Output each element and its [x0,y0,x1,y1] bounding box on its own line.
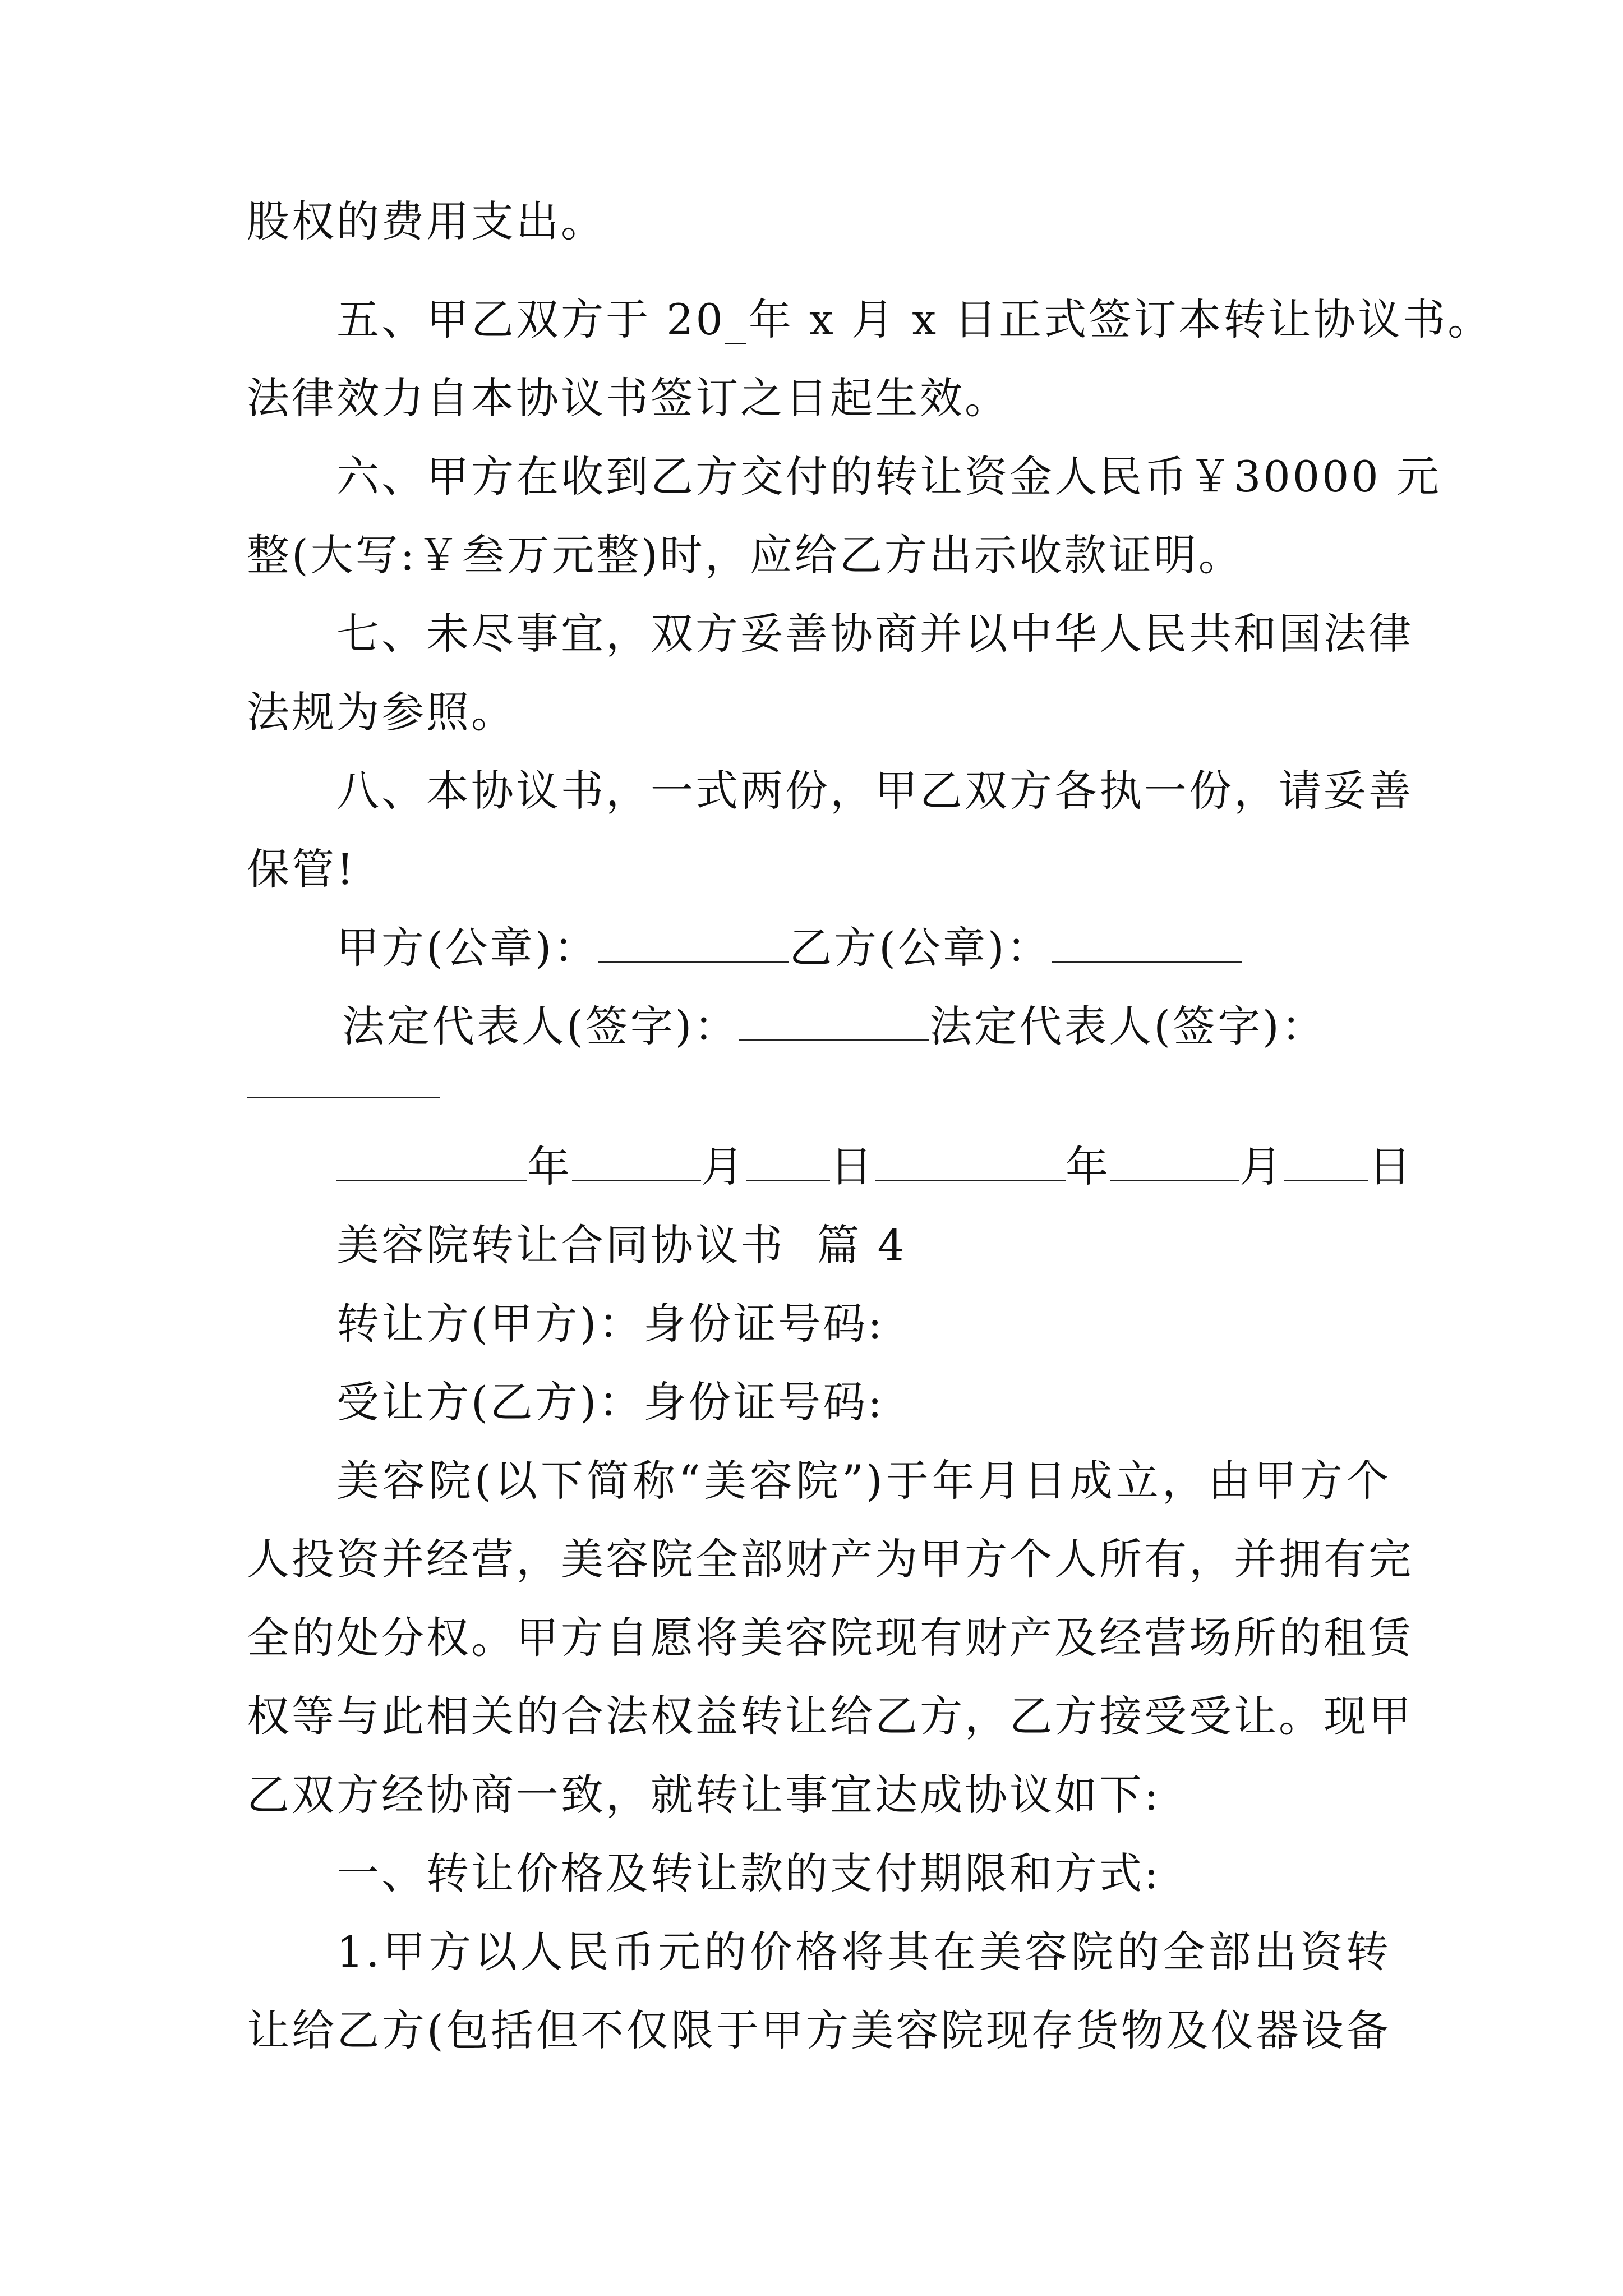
text-line: 保管! [247,844,356,894]
text-line: 五、甲乙双方于 20_年 x 月 x 日正式签订本转让协议书。 [336,295,1493,344]
day-b-blank [1284,1140,1368,1181]
text-line: 1.甲方以人民币元的价格将其在美容院的全部出资转 [336,1927,1391,1977]
seal-line [336,920,1481,976]
text-line: 股权的费用支出。 [247,196,606,246]
text-line: 法规为参照。 [247,687,516,737]
day-a-blank [746,1140,830,1181]
year-b-label: 年 [1066,1142,1110,1191]
section-title: 美容院转让合同协议书 篇 4 [336,1220,907,1270]
rep-a-label: 法定代表人(签字)： [342,1001,739,1051]
transferor-line: 转让方(甲方)：身份证号码: [336,1299,884,1349]
party-a-seal-blank [598,922,789,963]
text-line: 整(大写:￥叁万元整)时，应给乙方出示收款证明。 [247,530,1243,580]
day-a-label: 日 [830,1142,875,1191]
party-a-seal-label: 甲方(公章)： [336,923,599,973]
text-line: 一、转让价格及转让款的支付期限和方式: [336,1848,1161,1898]
text-line: 六、甲方在收到乙方交付的转让资金人民币￥30000 元 [336,452,1441,501]
year-a-blank [336,1140,527,1181]
year-b-blank [875,1140,1066,1181]
rep-b-blank [247,1097,440,1098]
day-b-label: 日 [1368,1142,1413,1191]
month-b-blank [1110,1140,1239,1181]
text-line: 权等与此相关的合法权益转让给乙方，乙方接受受让。现甲 [247,1691,1413,1741]
text-line: 让给乙方(包括但不仅限于甲方美容院现存货物及仪器设备 [247,2005,1391,2055]
month-a-blank [572,1140,701,1181]
year-a-label: 年 [527,1142,572,1191]
rep-a-blank [739,1000,929,1041]
transferee-line: 受让方(乙方)：身份证号码: [336,1377,884,1427]
month-a-label: 月 [701,1142,746,1191]
text-line: 七、未尽事宜，双方妥善协商并以中华人民共和国法律 [336,609,1413,659]
text-line: 八、本协议书，一式两份，甲乙双方各执一份，请妥善 [336,766,1413,816]
text-line: 法律效力自本协议书签订之日起生效。 [247,373,1009,423]
party-b-seal-label: 乙方(公章)： [789,923,1052,973]
rep-b-label: 法定代表人(签字)： [929,1001,1326,1051]
text-line: 美容院(以下简称“美容院”)于年月日成立，由甲方个 [336,1456,1391,1506]
text-line: 人投资并经营，美容院全部财产为甲方个人所有，并拥有完 [247,1534,1413,1584]
text-line: 乙双方经协商一致，就转让事宜达成协议如下: [247,1770,1161,1820]
month-b-label: 月 [1239,1142,1284,1191]
representative-line [342,999,1486,1055]
party-b-seal-blank [1052,922,1242,963]
text-line: 全的处分权。甲方自愿将美容院现有财产及经营场所的租赁 [247,1613,1413,1663]
date-line [336,1139,1481,1195]
